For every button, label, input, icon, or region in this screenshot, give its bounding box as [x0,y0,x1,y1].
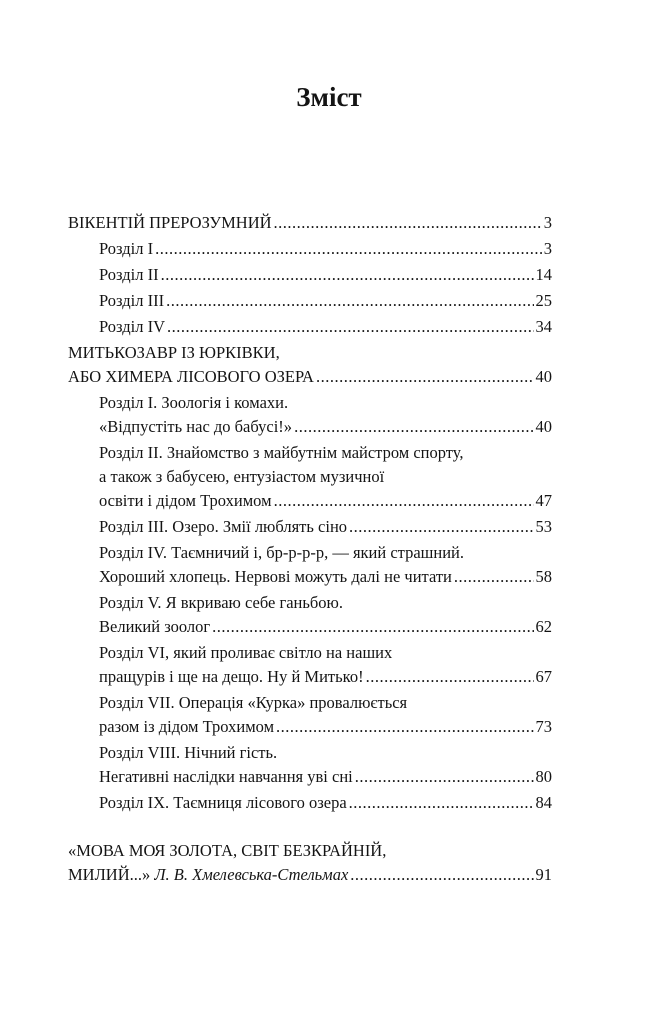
toc-page-number: 3 [543,213,552,232]
toc-entry-chapter[interactable] [68,741,552,789]
toc-entry-title: Розділ IV [99,317,165,336]
dot-leader [161,263,534,287]
toc-entry-chapter[interactable] [68,263,552,287]
toc-page-number: 84 [535,793,552,812]
dot-leader [349,515,533,539]
toc-page-number: 40 [535,367,552,386]
toc-page-number: 3 [543,239,552,258]
dot-leader [166,289,533,313]
toc-entry-title: Розділ II [99,265,159,284]
toc-entry-title-line: Великий зоолог [99,617,211,636]
toc-entry-title-line: пращурів і ще на дещо. Ну й Митько! [99,667,364,686]
toc-entry-author: Л. В. Хмелевська-Стельмах [154,865,349,884]
toc-entry-part-1[interactable] [68,211,552,235]
toc-entry-title-line: Розділ IV. Таємничий і, бр-р-р-р, — який страшний. [99,543,464,562]
dot-leader [276,715,533,739]
toc-entry-title-line: Розділ I. Зоологія і комахи. [99,393,289,412]
dot-leader [212,615,533,639]
dot-leader [167,315,534,339]
toc-entry-title: Розділ I [99,239,154,258]
toc-page-number: 67 [535,667,552,686]
toc-entry-chapter[interactable] [68,691,552,739]
toc-page-number: 14 [535,265,552,284]
toc-entry-title-line: МИТЬКОЗАВР ІЗ ЮРКІВКИ, [68,343,280,362]
toc-page-number: 34 [535,317,552,336]
toc-entry-title-line: АБО ХИМЕРА ЛІСОВОГО ОЗЕРА [68,367,314,386]
toc-entry-title-line: Хороший хлопець. Нервові можуть далі не читати [99,567,452,586]
dot-leader [350,863,533,887]
dot-leader [316,365,534,389]
toc-entry-title-line: освіти і дідом Трохимом [99,491,272,510]
dot-leader [349,791,534,815]
toc-entry-chapter[interactable] [68,591,552,639]
toc-entry-title: Розділ IX. Таємниця лісового озера [99,793,347,812]
toc-page-number: 47 [535,491,552,510]
toc-page-number: 73 [535,717,552,736]
toc-page-number: 25 [535,291,552,310]
toc-entry-title-line: «МОВА МОЯ ЗОЛОТА, СВІТ БЕЗКРАЙНІЙ, [68,841,387,860]
toc-entry-title: Розділ III. Озеро. Змії люблять сіно [99,517,348,536]
toc-entry-title-line: Розділ VII. Операція «Курка» провалюється [99,693,408,712]
toc-page-number: 91 [535,865,552,884]
toc-page-number: 58 [535,567,552,586]
toc-page-number: 80 [535,767,552,786]
toc-entry-chapter[interactable] [68,315,552,339]
toc-entry-title-line: Розділ VI, який проливає світло на наших [99,643,393,662]
page-title: Зміст [296,82,362,112]
dot-leader [454,565,534,589]
toc-entry-title: Розділ III [99,291,165,310]
toc-entry-chapter[interactable] [68,237,552,261]
toc-entry-afterword[interactable] [68,839,552,887]
toc-entry-chapter[interactable] [68,441,552,513]
toc-entry-chapter[interactable] [68,289,552,313]
toc-entry-title-line: «Відпустіть нас до бабусі!» [99,417,293,436]
dot-leader [274,211,542,235]
dot-leader [155,237,542,261]
toc-entry-chapter[interactable] [68,641,552,689]
toc-entry-chapter[interactable] [68,391,552,439]
toc-entry-title-line: разом із дідом Трохимом [99,717,275,736]
toc-entry-title: ВІКЕНТІЙ ПРЕРОЗУМНИЙ [68,213,272,232]
toc-entry-chapter[interactable] [68,515,552,539]
toc-entry-title-line: МИЛИЙ...» [68,865,151,884]
toc-entry-title-line: а також з бабусею, ентузіастом музичної [99,467,385,486]
toc-entry-title-line: Розділ II. Знайомство з майбутнім майстром спорту, [99,443,464,462]
toc-entry-part-2[interactable] [68,341,552,389]
toc-entry-chapter[interactable] [68,541,552,589]
toc-page-number: 62 [535,617,552,636]
dot-leader [355,765,534,789]
toc-page-number: 40 [535,417,552,436]
toc-entry-title-line: Розділ V. Я вкриваю себе ганьбою. [99,593,343,612]
toc-page-number: 53 [535,517,552,536]
toc-entry-title-line: Розділ VIII. Нічний гість. [99,743,278,762]
table-of-contents [68,211,552,887]
toc-entry-title-line: Негативні наслідки навчання уві сні [99,767,353,786]
toc-entry-chapter[interactable] [68,791,552,815]
dot-leader [366,665,534,689]
dot-leader [274,489,534,513]
dot-leader [294,415,533,439]
